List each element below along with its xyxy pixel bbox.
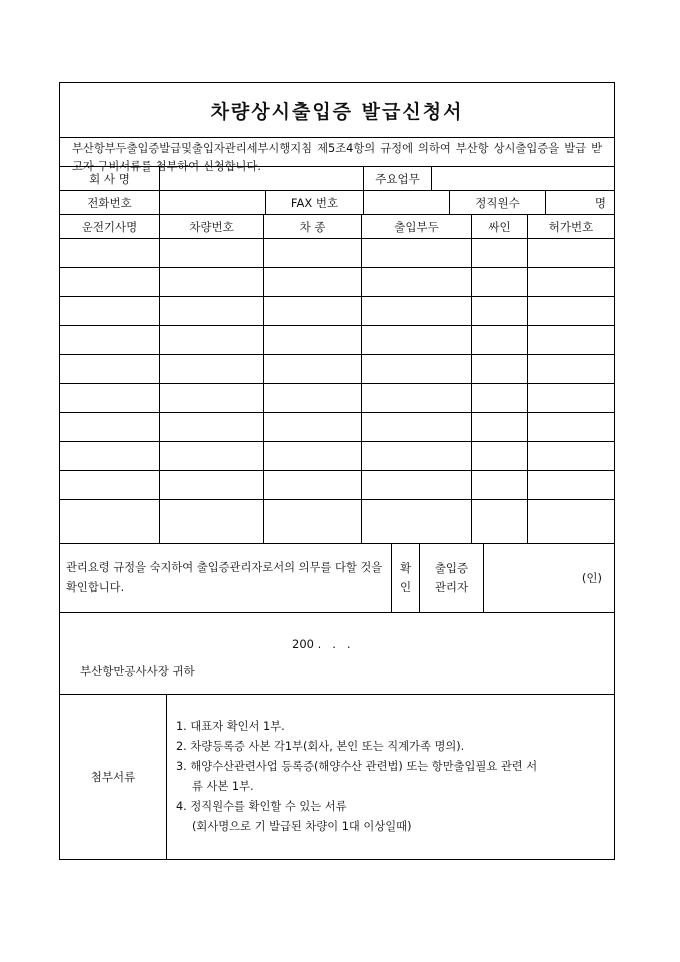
- confirm-label-1: 확: [399, 561, 412, 575]
- table-cell[interactable]: [362, 355, 472, 383]
- table-cell[interactable]: [362, 413, 472, 441]
- company-field[interactable]: [160, 167, 364, 190]
- staff-unit: 명: [594, 195, 606, 210]
- table-cell[interactable]: [362, 326, 472, 354]
- phone-field[interactable]: [160, 191, 266, 214]
- confirm-label-2: 인: [399, 580, 412, 594]
- table-cell[interactable]: [362, 384, 472, 412]
- table-cell[interactable]: [528, 326, 614, 354]
- table-cell[interactable]: [362, 239, 472, 267]
- table-row: [60, 384, 614, 413]
- table-cell[interactable]: [60, 413, 160, 441]
- table-row: [60, 442, 614, 471]
- table-cell[interactable]: [60, 297, 160, 325]
- table-cell[interactable]: [60, 500, 160, 543]
- staff-label: 정직원수: [450, 191, 546, 214]
- company-row: [60, 167, 614, 191]
- table-cell[interactable]: [264, 355, 362, 383]
- table-row: [60, 326, 614, 355]
- table-cell[interactable]: [472, 471, 528, 499]
- table-cell[interactable]: [528, 500, 614, 543]
- table-cell[interactable]: [160, 442, 264, 470]
- col-vehicle-type: 차 종: [264, 215, 362, 238]
- table-cell[interactable]: [60, 471, 160, 499]
- table-cell[interactable]: [472, 297, 528, 325]
- table-cell[interactable]: [60, 326, 160, 354]
- table-cell[interactable]: [160, 268, 264, 296]
- table-cell[interactable]: [528, 355, 614, 383]
- table-cell[interactable]: [528, 268, 614, 296]
- table-cell[interactable]: [264, 442, 362, 470]
- table-cell[interactable]: [528, 297, 614, 325]
- col-permit-number: 허가번호: [548, 219, 594, 234]
- business-field[interactable]: [432, 167, 614, 190]
- table-cell[interactable]: [472, 326, 528, 354]
- attachments-label: 첨부서류: [60, 695, 167, 859]
- col-access-pier: 출입부두: [362, 215, 472, 238]
- attachment-item: 류 사본 1부.: [192, 780, 254, 793]
- manager-label-1: 출입증: [434, 561, 469, 575]
- table-cell[interactable]: [528, 384, 614, 412]
- table-cell[interactable]: [472, 500, 528, 543]
- table-cell[interactable]: [160, 326, 264, 354]
- table-cell[interactable]: [264, 326, 362, 354]
- form-title: 차량상시출입증 발급신청서: [60, 83, 614, 138]
- col-vehicle-number: 차량번호: [160, 215, 264, 238]
- table-cell[interactable]: [264, 384, 362, 412]
- date-section: [60, 613, 614, 695]
- table-cell[interactable]: [160, 239, 264, 267]
- table-cell[interactable]: [362, 500, 472, 543]
- attachment-item: 2. 차량등록증 사본 각1부(회사, 본인 또는 직계가족 명의).: [176, 740, 465, 753]
- table-cell[interactable]: [472, 239, 528, 267]
- table-cell[interactable]: [160, 471, 264, 499]
- col-sign: 싸인: [472, 215, 528, 238]
- phone-row: [60, 191, 614, 215]
- table-cell[interactable]: [60, 384, 160, 412]
- table-cell[interactable]: [472, 355, 528, 383]
- col-driver-name: 운전기사명: [60, 215, 160, 238]
- confirmation-text: 관리요령 규정을 숙지하여 출입증관리자로서의 의무를 다할 것을 확인합니다.: [60, 544, 392, 612]
- manager-label: [420, 544, 484, 612]
- attachments-list: [166, 695, 614, 859]
- attachment-item: 4. 정직원수를 확인할 수 있는 서류: [176, 800, 347, 813]
- table-row: [60, 413, 614, 442]
- table-cell[interactable]: [264, 268, 362, 296]
- company-label: 회 사 명: [60, 167, 160, 190]
- table-cell[interactable]: [362, 268, 472, 296]
- phone-label: 전화번호: [60, 191, 160, 214]
- table-row: [60, 297, 614, 326]
- table-cell[interactable]: [264, 471, 362, 499]
- confirmation-row: [60, 544, 614, 613]
- table-cell[interactable]: [362, 442, 472, 470]
- table-cell[interactable]: [264, 297, 362, 325]
- addressee: 부산항만공사사장 귀하: [80, 664, 195, 678]
- table-header: [60, 215, 614, 239]
- seal-field[interactable]: (인): [581, 571, 602, 585]
- attachment-item: 3. 해양수산관련사업 등록증(해양수산 관련법) 또는 항만출입필요 관련 서: [176, 760, 538, 773]
- table-cell[interactable]: [60, 442, 160, 470]
- table-cell[interactable]: [60, 268, 160, 296]
- manager-label-2: 관리자: [434, 580, 469, 594]
- table-row: [60, 239, 614, 268]
- table-cell[interactable]: [472, 442, 528, 470]
- table-cell[interactable]: [472, 268, 528, 296]
- table-row: [60, 500, 614, 544]
- table-cell[interactable]: [528, 239, 614, 267]
- table-cell[interactable]: [528, 442, 614, 470]
- table-cell[interactable]: [472, 413, 528, 441]
- attachment-item: (회사명으로 기 발급된 차량이 1대 이상일때): [192, 820, 412, 833]
- table-cell[interactable]: [160, 384, 264, 412]
- intro-text: 부산항부두출입증발급및출입자관리세부시행지침 제5조4항의 규정에 의하여 부산항 상시출입증을 발급 받고자 구비서류를 첨부하여 신청합니다.: [60, 137, 614, 167]
- table-cell[interactable]: [160, 500, 264, 543]
- table-row: [60, 471, 614, 500]
- table-cell[interactable]: [60, 239, 160, 267]
- table-cell[interactable]: [160, 413, 264, 441]
- application-form: [59, 82, 615, 860]
- table-row: [60, 268, 614, 297]
- fax-field[interactable]: [364, 191, 450, 214]
- table-cell[interactable]: [528, 471, 614, 499]
- date-line[interactable]: 200 . . .: [292, 637, 351, 651]
- table-cell[interactable]: [362, 471, 472, 499]
- table-cell[interactable]: [160, 297, 264, 325]
- business-label: 주요업무: [364, 167, 432, 190]
- table-cell[interactable]: [160, 355, 264, 383]
- confirm-label: [392, 544, 420, 612]
- table-cell[interactable]: [528, 413, 614, 441]
- attachment-item: 1. 대표자 확인서 1부.: [176, 720, 285, 733]
- table-cell[interactable]: [472, 384, 528, 412]
- fax-label: FAX 번호: [266, 191, 364, 214]
- table-cell[interactable]: [264, 239, 362, 267]
- table-cell[interactable]: [362, 297, 472, 325]
- table-cell[interactable]: [264, 413, 362, 441]
- table-row: [60, 355, 614, 384]
- attachments-section: [60, 695, 614, 859]
- table-cell[interactable]: [60, 355, 160, 383]
- table-cell[interactable]: [264, 500, 362, 543]
